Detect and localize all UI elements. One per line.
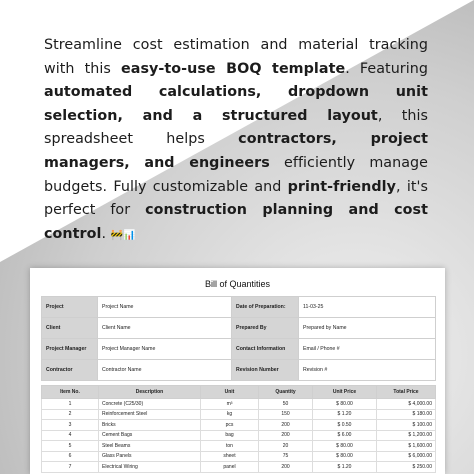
table-cell[interactable]: $ 80.00 — [313, 399, 377, 410]
table-cell[interactable]: Glass Panels — [99, 451, 201, 462]
table-cell[interactable]: 200 — [259, 420, 313, 431]
column-header: Total Price — [377, 386, 436, 399]
table-row — [42, 430, 436, 441]
table-cell[interactable]: $ 0.50 — [313, 420, 377, 431]
table-cell[interactable]: sheet — [201, 451, 259, 462]
info-row — [42, 360, 436, 381]
table-cell[interactable]: $ 4,000.00 — [377, 399, 436, 410]
table-cell[interactable]: m³ — [201, 399, 259, 410]
column-header: Quantity — [259, 386, 313, 399]
info-label: Project Manager — [42, 339, 98, 360]
project-info-body — [42, 297, 436, 381]
intro-bold-3: contractors, project managers, and engineers — [44, 131, 428, 171]
table-cell[interactable]: bag — [201, 430, 259, 441]
table-cell[interactable]: $ 1.20 — [313, 409, 377, 420]
intro-text — [44, 34, 428, 247]
intro-bold-1: easy-to-use BOQ template — [121, 60, 346, 77]
table-cell[interactable]: 150 — [259, 409, 313, 420]
intro-bold-4: print-friendly — [287, 178, 396, 195]
info-label: Contractor — [42, 360, 98, 381]
table-cell[interactable]: 7 — [42, 462, 99, 473]
intro-text-6: . — [101, 225, 111, 242]
info-label: Date of Preparation: — [232, 297, 299, 318]
construction-chart-emoji-icon: 🚧📊 — [110, 229, 136, 241]
info-value[interactable]: Prepared by Name — [299, 318, 436, 339]
table-cell[interactable]: Reinforcement Steel — [99, 409, 201, 420]
table-row — [42, 451, 436, 462]
table-cell[interactable]: $ 80.00 — [313, 441, 377, 452]
table-cell[interactable]: 5 — [42, 441, 99, 452]
table-cell[interactable]: 50 — [259, 399, 313, 410]
table-cell[interactable]: 75 — [259, 451, 313, 462]
info-value[interactable]: Project Name — [98, 297, 232, 318]
info-value[interactable]: 11-03-25 — [299, 297, 436, 318]
table-cell[interactable]: 20 — [259, 441, 313, 452]
info-label: Prepared By — [232, 318, 299, 339]
table-cell[interactable]: Concrete (C25/30) — [99, 399, 201, 410]
table-cell[interactable]: Cement Bags — [99, 430, 201, 441]
table-row — [42, 409, 436, 420]
table-row — [42, 462, 436, 473]
column-header: Item No. — [42, 386, 99, 399]
table-cell[interactable]: 4 — [42, 430, 99, 441]
info-value[interactable]: Email / Phone # — [299, 339, 436, 360]
info-row — [42, 297, 436, 318]
table-cell[interactable]: 3 — [42, 420, 99, 431]
table-row — [42, 441, 436, 452]
table-cell[interactable]: kg — [201, 409, 259, 420]
table-cell[interactable]: 200 — [259, 462, 313, 473]
table-cell[interactable]: $ 1,600.00 — [377, 441, 436, 452]
info-value[interactable]: Project Manager Name — [98, 339, 232, 360]
info-label: Project — [42, 297, 98, 318]
table-cell[interactable]: $ 1.20 — [313, 462, 377, 473]
info-value[interactable]: Contractor Name — [98, 360, 232, 381]
table-cell[interactable]: $ 6.00 — [313, 430, 377, 441]
table-cell[interactable]: $ 1,200.00 — [377, 430, 436, 441]
table-cell[interactable]: 2 — [42, 409, 99, 420]
items-table — [41, 385, 436, 473]
column-header: Unit — [201, 386, 259, 399]
table-cell[interactable]: panel — [201, 462, 259, 473]
table-cell[interactable]: Steel Beams — [99, 441, 201, 452]
info-label: Contact Information — [232, 339, 299, 360]
table-cell[interactable]: pcs — [201, 420, 259, 431]
table-row — [42, 420, 436, 431]
info-label: Revision Number — [232, 360, 299, 381]
items-body — [42, 399, 436, 473]
intro-text-2: . Featuring — [345, 60, 428, 77]
table-cell[interactable]: Bricks — [99, 420, 201, 431]
column-header: Unit Price — [313, 386, 377, 399]
column-header: Description — [99, 386, 201, 399]
table-cell[interactable]: 1 — [42, 399, 99, 410]
table-cell[interactable]: $ 250.00 — [377, 462, 436, 473]
project-info-table — [41, 296, 436, 381]
table-cell[interactable]: $ 180.00 — [377, 409, 436, 420]
info-row — [42, 318, 436, 339]
table-cell[interactable]: $ 100.00 — [377, 420, 436, 431]
intro-text-4: efficiently manage budgets. Fully customizable and — [44, 154, 428, 195]
table-cell[interactable]: $ 6,000.00 — [377, 451, 436, 462]
table-row — [42, 399, 436, 410]
table-cell[interactable]: ton — [201, 441, 259, 452]
intro-text-3: , this spreadsheet helps — [44, 107, 428, 148]
table-cell[interactable]: Electrical Wiring — [99, 462, 201, 473]
intro-bold-2: automated calculations, dropdown unit selection, and a structured layout — [44, 84, 428, 124]
table-cell[interactable]: $ 80.00 — [313, 451, 377, 462]
intro-text-1: Streamline cost estimation and material tracking with this — [44, 37, 428, 77]
sheet-title: Bill of Quantities — [204, 279, 271, 289]
intro-bold-5: construction planning and cost control — [44, 202, 428, 242]
info-value[interactable]: Revision # — [299, 360, 436, 381]
intro-text-5: , it's perfect for — [44, 178, 428, 219]
items-header-row — [42, 386, 436, 399]
table-cell[interactable]: 200 — [259, 430, 313, 441]
table-cell[interactable]: 6 — [42, 451, 99, 462]
boq-spreadsheet — [30, 268, 445, 474]
info-value[interactable]: Client Name — [98, 318, 232, 339]
info-row — [42, 339, 436, 360]
info-label: Client — [42, 318, 98, 339]
